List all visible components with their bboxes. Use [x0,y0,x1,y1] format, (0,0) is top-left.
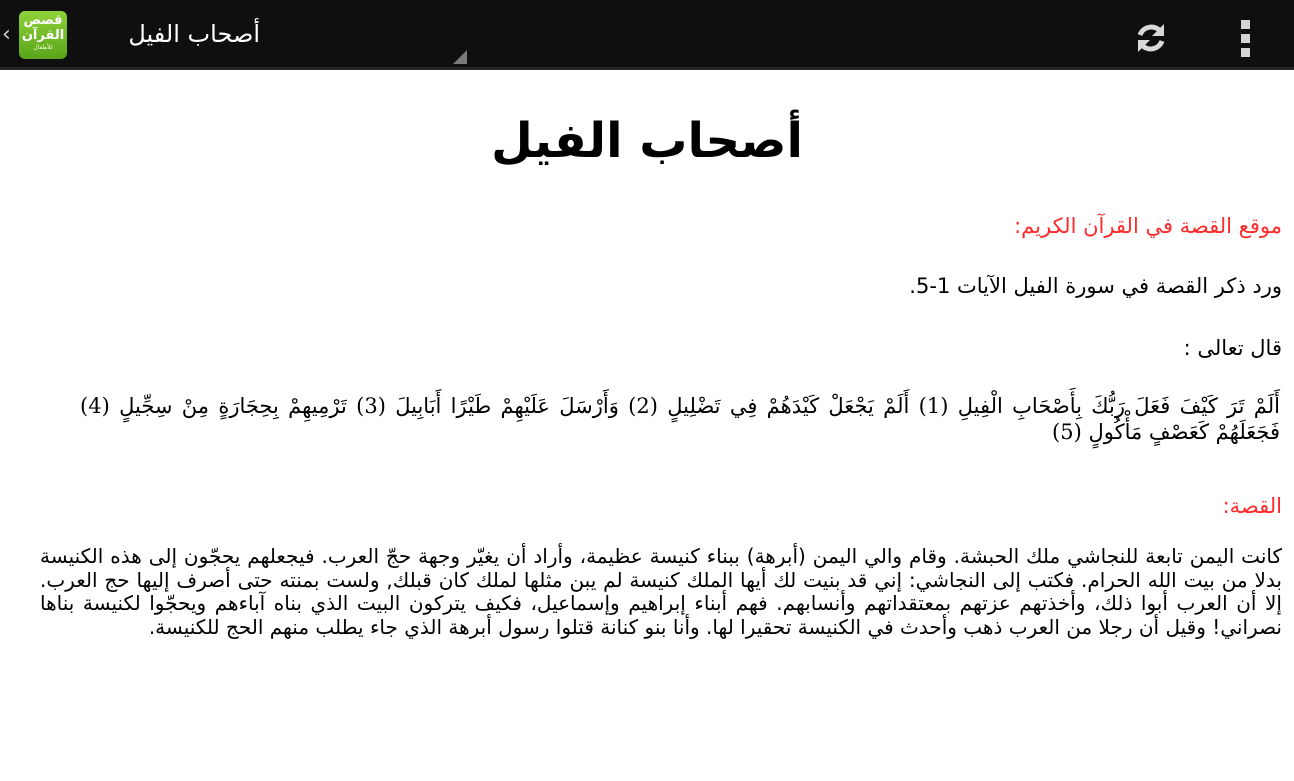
overflow-menu-button[interactable] [1236,17,1256,61]
article-content[interactable] [0,73,1294,781]
verse-intro: قال تعالى : [1183,336,1282,360]
logo-text-line3: للأطفال [33,44,53,51]
location-heading: موقع القصة في القرآن الكريم: [1014,214,1282,238]
refresh-button[interactable] [1131,18,1171,58]
quran-verses: أَلَمْ تَرَ كَيْفَ فَعَلَ رَبُّكَ بِأَصْحَابِ الْفِيلِ (1) أَلَمْ يَجْعَلْ كَيْدَهُمْ فِي تَضْلِيلٍ (2) وَأَرْسَلَ عَلَيْهِمْ طَيْرًا أَبَابِيلَ (3) تَرْمِيهِمْ بِحِجَارَةٍ مِنْ سِجِّيلٍ (4) فَجَعَلَهُمْ كَعَصْفٍ مَأْكُولٍ (5) [80,394,1280,444]
story-heading: القصة: [1222,494,1282,518]
page-title: أصحاب الفيل [491,113,803,169]
action-bar [0,0,1294,70]
refresh-icon [1131,18,1171,58]
location-text: ورد ذكر القصة في سورة الفيل الآيات 1-5. [909,274,1282,298]
chevron-left-icon[interactable]: ‹ [2,22,11,47]
logo-text-line1: قصص [23,13,63,28]
app-logo[interactable] [19,11,67,59]
logo-text-line2: القرآن [21,28,65,43]
actionbar-title[interactable]: أصحاب الفيل [128,20,260,48]
story-text: كانت اليمن تابعة للنجاشي ملك الحبشة. وقام والي اليمن (أبرهة) ببناء كنيسة عظيمة، وأراد أن يغيّر وجهة حجّ العرب. فيجعلهم يحجّون إلى هذه الكنيسة بدلا من بيت الله الحرام. فكتب إلى النجاشي: إني قد بنيت لك أيها الملك كنيسة لم يبن مثلها لملك كان قبلك, ولست بمنته حتى أصرف إليها حج العرب. إلا أن العرب أبوا ذلك، وأخذتهم عزتهم بمعتقداتهم وأنسابهم. فهم أبناء إبراهيم وإسماعيل، فكيف يتركون البيت الذي بناه آباءهم ويحجّوا لكنيسة بناها نصراني! وقيل أن رجلا من العرب ذهب وأحدث في الكنيسة تحقيرا لها. وأنا بنو كنانة قتلوا رسول أبرهة الذي جاء يطلب منهم الحج للكنيسة. [40,544,1282,639]
spinner-indicator-icon [453,50,467,64]
